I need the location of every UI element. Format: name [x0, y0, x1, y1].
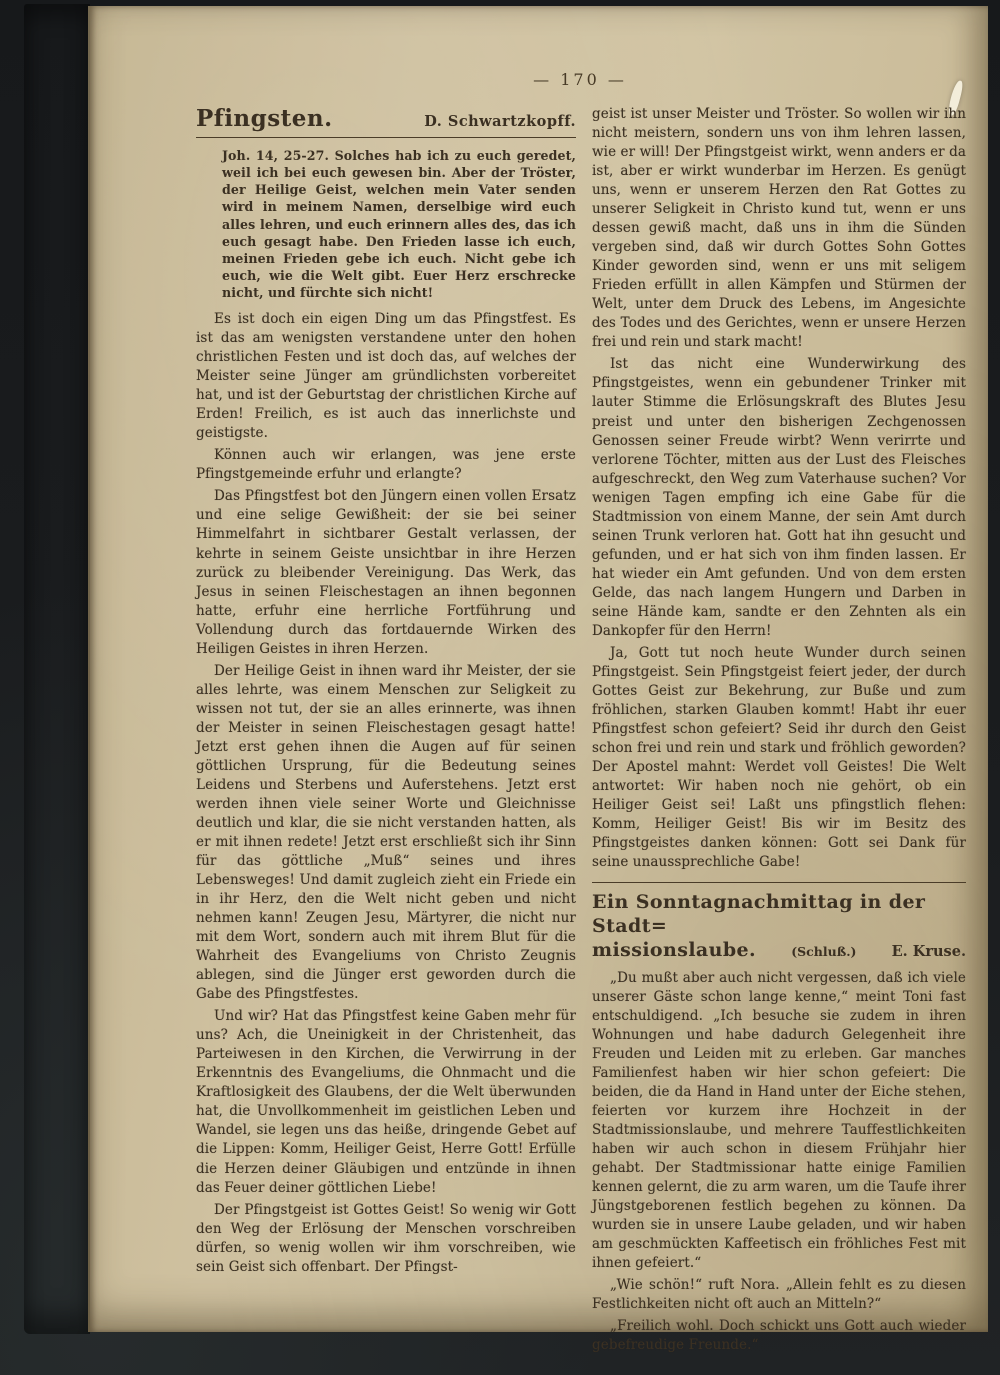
article2-divider	[592, 882, 966, 883]
paragraph: Der Heilige Geist in ihnen ward ihr Meister, der sie alles lehrte, was einem Menschen zur Seligkeit zu wissen not tut, der sie an alles erinnerte, was ihnen der Meister in seinen Fleischestagen gesagt hatte! Jetzt erst gehen ihnen die Augen auf für seinen göttlichen Ursprung, für die Bedeutung seines Leidens und Sterbens und Auferstehens. Jetzt erst werden ihnen viele seiner Worte und Gleichnisse deutlich und klar, die sie nicht verstanden hatten, als er mit ihnen redete! Jetzt erst erschließt sich ihr Sinn für das göttliche „Muß“ seines und ihres Lebensweges! Und damit zugleich zieht ein Friede ein in ihr Herz, den die Welt nicht geben und nicht nehmen kann! Zeugen Jesu, Märtyrer, die nicht nur mit dem Wort, sondern auch mit ihrem Blut für die Wahrheit des Evangeliums von Christo Zeugnis ablegen, sind die Jünger erst geworden durch die Gabe des Pfingstfestes.	[196, 662, 576, 1003]
paragraph: Und wir? Hat das Pfingstfest keine Gaben mehr für uns? Ach, die Uneinigkeit in der Christenheit, das Parteiwesen in den Kirchen, die Verwirrung in der Erkenntnis des Evangeliums, die Ohnmacht und die Kraftlosigkeit des Glaubens, der die Welt überwunden hat, die Unvollkommenheit im geistlichen Leben und Wandel, sie legen uns das heiße, dringende Gebet auf die Lippen: Komm, Heiliger Geist, Herre Gott! Erfülle die Herzen deiner Gläubigen und entzünde in ihnen das Feuer deiner göttlichen Liebe!	[196, 1008, 576, 1196]
magazine-page	[88, 6, 988, 1354]
text-columns	[196, 105, 964, 1358]
article2-subtitle: (Schluß.)	[791, 943, 857, 959]
paragraph: Es ist doch ein eigen Ding um das Pfingstfest. Es ist das am wenigsten verstandene unter den hohen christlichen Festen und ist doch das, auf welches der Meister seine Jünger am gründlichsten vorbereitet hat, und ist der Geburtstag der christlichen Kirche auf Erden! Freilich, es ist auch das innerlichste und geistigste.	[196, 311, 576, 442]
paragraph: Der Pfingstgeist ist Gottes Geist! So wenig wir Gott den Weg der Erlösung der Menschen vorschreiben dürfen, so wenig wollen wir ihm vorschreiben, wie sein Geist sich offenbart. Der Pfingst-	[196, 1201, 576, 1275]
article2-title-line1: Ein Sonntagnachmittag in der Stadt=	[592, 891, 926, 937]
right-column	[592, 105, 966, 1358]
paragraph: Ja, Gott tut noch heute Wunder durch seinen Pfingstgeist. Sein Pfingstgeist feiert jeder, der durch Gottes Geist zur Bekehrung, zur Buße und zum fröhlichen, starken Glauben kommt! Habt ihr euer Pfingstfest schon gefeiert? Seid ihr durch den Geist schon frei und rein und stark und fröhlich geworden? Der Apostel mahnt: Werdet voll Geistes! Die Welt antwortet: Wir haben noch nie gehört, ob ein Heiliger Geist sei! Laßt uns pfingstlich flehen: Komm, Heiliger Geist! Bis wir im Besitz des Pfingstgeistes danken können: Gott sei Dank für seine unaussprechliche Gabe!	[592, 644, 966, 871]
paragraph: Können auch wir erlangen, was jene erste Pfingstgemeinde erfuhr und erlangte?	[196, 447, 576, 483]
article2-title-row	[592, 939, 966, 961]
page-content	[90, 6, 988, 1354]
article2-author: E. Kruse.	[891, 942, 966, 960]
paragraph: Das Pfingstfest bot den Jüngern einen vollen Ersatz und eine selige Gewißheit: der sie bei seiner Himmelfahrt in sichtbarer Gestalt verlassen, der kehrte in seinem Geiste unsichtbar in ihre Herzen zurück zu bleibender Vereinigung. Das Werk, das Jesus in seinen Fleischestagen an ihnen begonnen hatte, erfuhr eine herrliche Fortführung und Vollendung durch das fortdauernde Wirken des Heiligen Geistes in ihren Herzen.	[196, 488, 576, 657]
article2-title-line2: missionslaube.	[592, 938, 757, 961]
article1-title-divider	[196, 137, 576, 138]
paragraph: „Freilich wohl. Doch schickt uns Gott auch wieder gebefreudige Freunde.“	[592, 1318, 966, 1354]
paragraph: „Wie schön!“ ruft Nora. „Allein fehlt es zu diesen Festlichkeiten nicht oft auch an Mitteln?“	[592, 1277, 966, 1313]
article1-title: Pfingsten.	[196, 105, 333, 132]
article1-author: D. Schwartzkopff.	[424, 113, 576, 130]
scripture-quote: Joh. 14, 25-27. Solches hab ich zu euch geredet, weil ich bei euch gewesen bin. Aber der Tröster, der Heilige Geist, welchen mein Vater senden wird in meinem Namen, derselbige wird euch alles lehren, und euch erinnern alles des, das ich euch gesagt habe. Den Frieden lasse ich euch, meinen Frieden gebe ich euch. Nicht gebe ich euch, wie die Welt gibt. Euer Herz erschrecke nicht, und fürchte sich nicht!	[222, 148, 576, 300]
book-page-edges	[24, 4, 90, 1334]
paragraph: „Du mußt aber auch nicht vergessen, daß ich viele unserer Gäste schon lange kenne,“ meint Toni fast entschuldigend. „Ich besuche sie zudem in ihren Wohnungen und habe dadurch Gelegenheit ihre Freuden und Leiden mit zu erleben. Gar manches Familienfest haben wir hier schon gefeiert: Die beiden, die da Hand in Hand unter der Eiche stehen, feierten vor kurzem ihre Hochzeit in der Stadtmissionslaube, und mehrere Tauffestlichkeiten haben wir auch schon in diesem Frühjahr hier gehabt. Der Stadtmissionar hatte einige Familien kennen gelernt, die zu arm waren, um die Taufe ihrer Jüngstgeborenen festlich begehen zu können. Da wurden sie in unsere Laube geladen, und wir haben am geschmückten Kaffeetisch ein fröhliches Fest mit ihnen gefeiert.“	[592, 969, 966, 1272]
page-number: — 170 —	[533, 70, 627, 89]
paragraph: geist ist unser Meister und Tröster. So wollen wir ihn nicht meistern, sondern uns von ihm lehren lassen, wie er will! Der Pfingstgeist wirkt, wenn anders er da ist, aber er wirkt wunderbar im Herzen. Es genügt uns, wenn er unserem Herzen den Rat Gottes zu unserer Seligkeit in Christo kund tut, wenn er uns dessen gewiß macht, daß uns in ihm die Sünden vergeben sind, daß wir durch Gottes Sohn Gottes Kinder geworden sind, wenn er uns mit seligem Frieden erfüllt in allen Kämpfen und Stürmen der Welt, unter dem Druck des Lebens, im Angesichte des Todes und des Gerichtes, wenn er unsere Herzen frei und rein und stark macht!	[592, 106, 966, 351]
paragraph: Ist das nicht eine Wunderwirkung des Pfingstgeistes, wenn ein gebundener Trinker mit lauter Stimme die Erlösungskraft des Blutes Jesu preist und unter den bisherigen Zechgenossen Genossen seiner Freude wirbt? Wenn verirrte und verlorene Töchter, mitten aus der Lust des Fleisches aufgeschreckt, den Weg zum Vaterhause suchen? Vor wenigen Tagen empfing ich eine Gabe für die Stadtmission von einem Manne, der sein Amt durch seinen Trunk verloren hat. Gott hat ihn gesucht und gefunden, und er hat sich von ihm finden lassen. Er hat wieder ein Amt gefunden. Und von dem ersten Gelde, das nach langem Hungern und Darben in seine Hände kam, sandte er den Zehnten als ein Dankopfer für den Herrn!	[592, 356, 966, 639]
left-column	[196, 105, 576, 1358]
article2-heading	[592, 891, 966, 961]
article1-title-row	[196, 105, 576, 132]
